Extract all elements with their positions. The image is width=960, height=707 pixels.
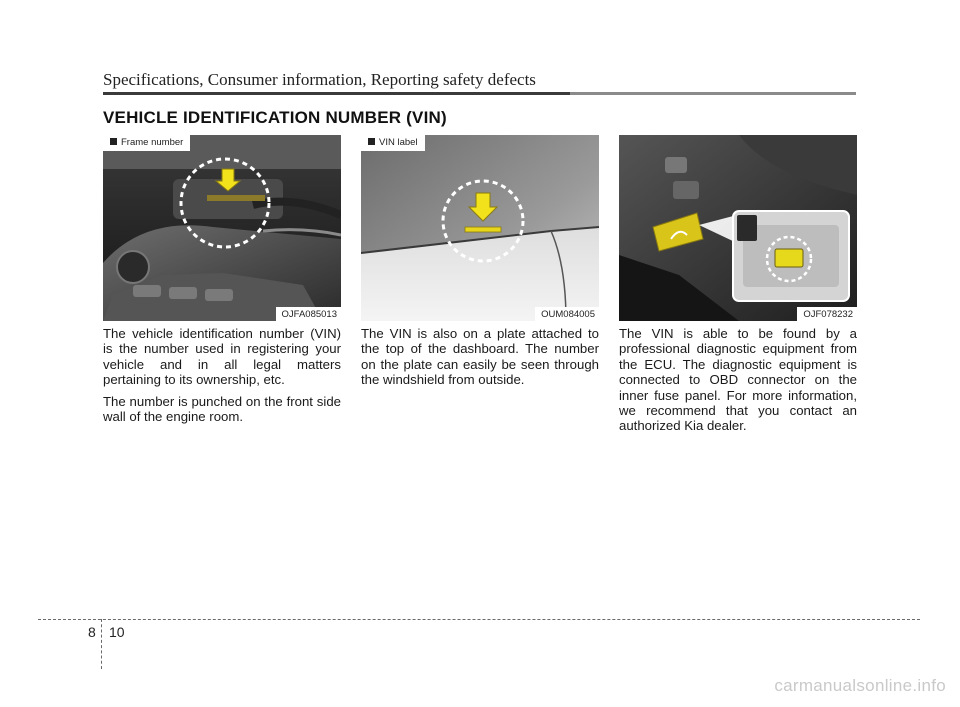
figure-obd-connector: [619, 135, 857, 321]
paragraph: The VIN is able to be found by a professional diagnostic equipment from the ECU. The diagnostic equipment is connected to OBD connector on the inner fuse panel. For more information, we recommend that you contact an authorized Kia dealer.: [619, 326, 857, 434]
column-1: [103, 326, 341, 430]
column-2: [361, 326, 599, 394]
windshield-illustration: [361, 135, 599, 321]
paragraph: The VIN is also on a plate attached to the top of the dashboard. The number on the plate can easily be seen through the windshield from outside.: [361, 326, 599, 388]
figure-windshield: [361, 135, 599, 321]
figure-code: OJFA085013: [276, 307, 341, 321]
figure-label: Frame number: [103, 135, 190, 151]
paragraph: The vehicle identification number (VIN) is the number used in registering your vehicle and in all legal matters pertaining to its ownership, etc.: [103, 326, 341, 388]
footer-rule: [38, 619, 920, 620]
figure-label: VIN label: [361, 135, 425, 151]
figure-code: OJF078232: [797, 307, 857, 321]
paragraph: The number is punched on the front side wall of the engine room.: [103, 393, 341, 425]
chapter-number: 8: [88, 624, 96, 640]
column-3: [619, 326, 857, 440]
engine-bay-illustration: [103, 135, 341, 321]
figure-code: OUM084005: [535, 307, 599, 321]
page-number: 10: [109, 624, 125, 640]
running-header: Specifications, Consumer information, Reporting safety defects: [103, 70, 536, 89]
figure-engine-bay: [103, 135, 341, 321]
square-bullet-icon: [368, 138, 375, 145]
section-title: VEHICLE IDENTIFICATION NUMBER (VIN): [103, 108, 447, 127]
header-rule: [103, 92, 856, 95]
footer-vertical-rule: [101, 619, 102, 669]
square-bullet-icon: [110, 138, 117, 145]
obd-illustration: [619, 135, 857, 321]
watermark: carmanualsonline.info: [774, 676, 946, 695]
